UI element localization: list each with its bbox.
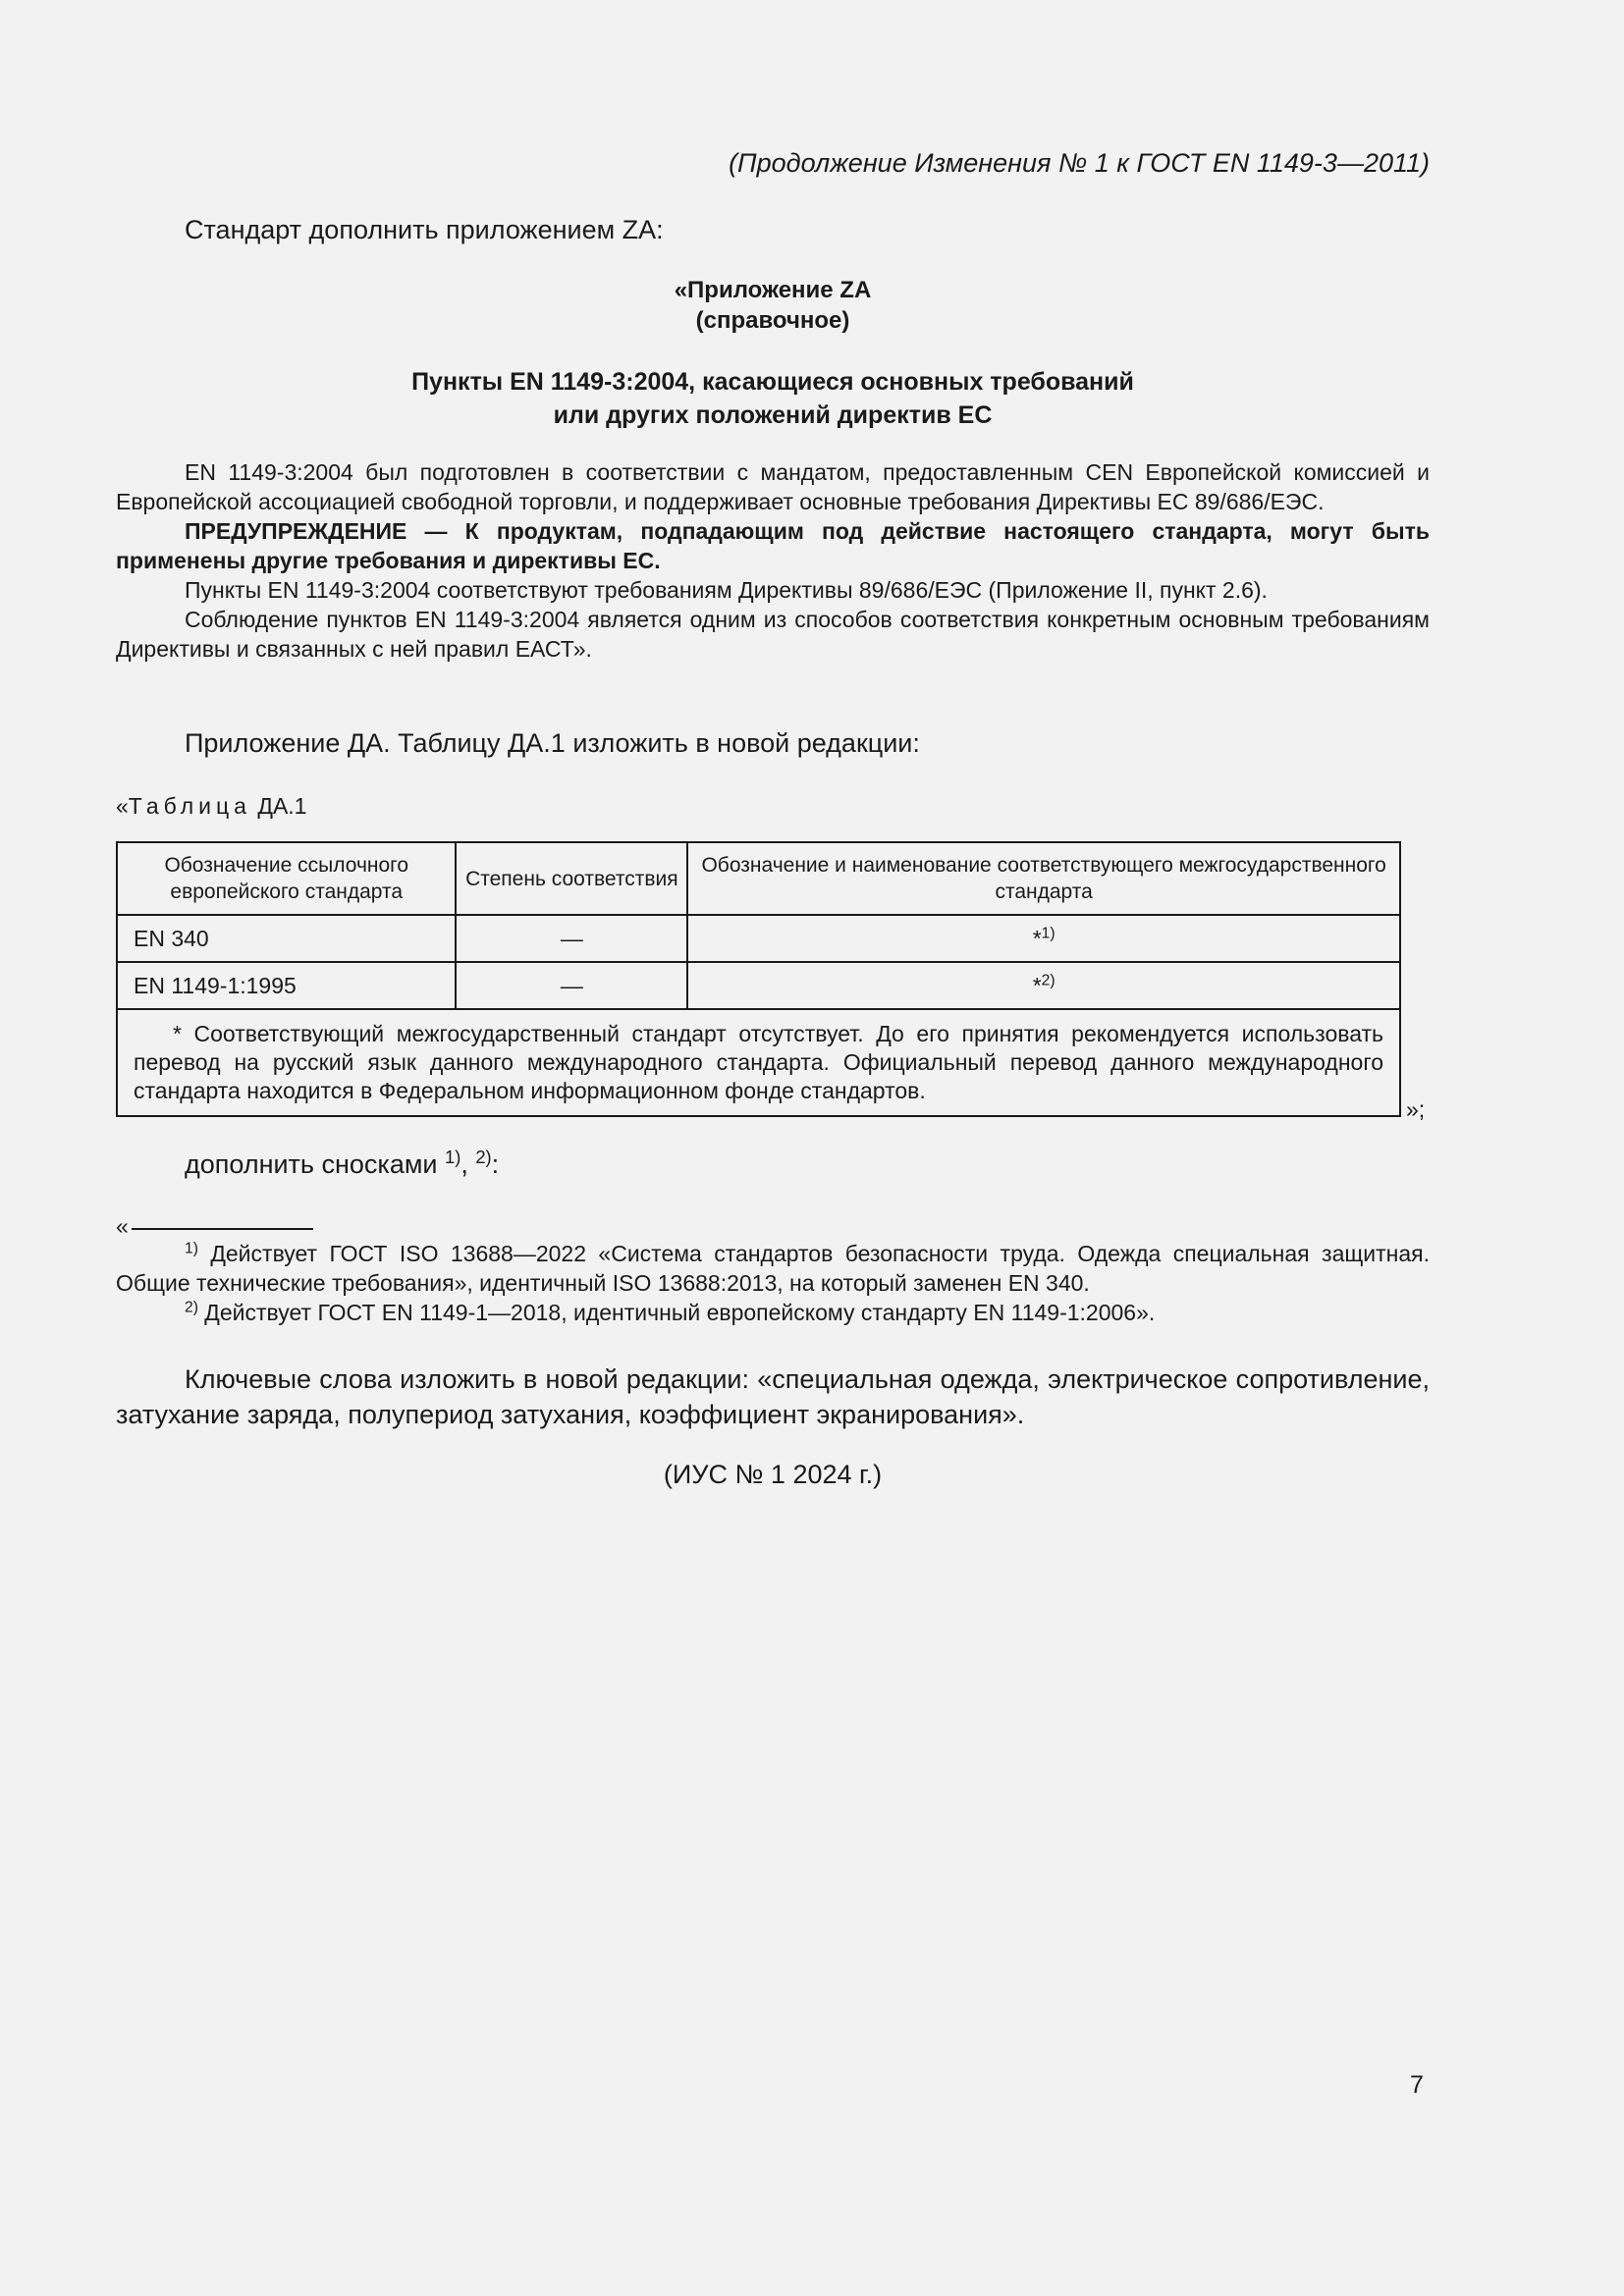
keywords-text: Ключевые слова изложить в новой редакции: «специальная одежда, электрическое сопротивление, затухание заряда, полупериод затухания, коэффициент экранирования». bbox=[116, 1364, 1430, 1429]
asterisk-mark: * bbox=[1032, 925, 1042, 951]
table-caption bbox=[116, 791, 306, 821]
cell-ref: EN 340 bbox=[117, 915, 456, 962]
ius-reference: (ИУС № 1 2024 г.) bbox=[663, 1460, 883, 1489]
col-header-interstate: Обозначение и наименование соответствующего межгосударственного стандарта bbox=[687, 842, 1400, 915]
footnote-rule bbox=[132, 1228, 313, 1230]
table-caption-word: Таблица bbox=[128, 793, 251, 819]
cell-degree: — bbox=[456, 915, 687, 962]
footnotes bbox=[116, 1239, 1430, 1327]
table-header-row bbox=[117, 842, 1400, 915]
footnote-1-mark: 1) bbox=[185, 1240, 198, 1257]
annex-body bbox=[116, 457, 1430, 664]
page-number: 7 bbox=[1410, 2071, 1424, 2099]
cell-interstate bbox=[687, 962, 1400, 1009]
footnote-2 bbox=[116, 1298, 1430, 1327]
annex-paragraph: Соблюдение пунктов EN 1149-3:2004 является одним из способов соответствия конкретным основным требованиям Директивы и связанных с ней правил ЕАСТ». bbox=[116, 607, 1430, 662]
intro-line: Стандарт дополнить приложением ZA: bbox=[185, 215, 664, 244]
keywords bbox=[116, 1362, 1430, 1432]
annex-heading-line2: (справочное) bbox=[695, 307, 850, 334]
footnote-intro-end: : bbox=[491, 1149, 500, 1179]
footnote-intro-sup1: 1) bbox=[445, 1146, 461, 1167]
asterisk-mark: * bbox=[1032, 972, 1042, 998]
footnote-1-text: Действует ГОСТ ISO 13688—2022 «Система стандартов безопасности труда. Одежда специальная защитная. Общие технические требования», идентичный ISO 13688:2013, на который заменен EN 340. bbox=[116, 1241, 1430, 1296]
table-note-row bbox=[117, 1009, 1400, 1116]
annex-warning: ПРЕДУПРЕЖДЕНИЕ — К продуктам, подпадающим под действие настоящего стандарта, могут быть применены другие требования и директивы ЕС. bbox=[116, 518, 1430, 573]
footnote-2-mark: 2) bbox=[185, 1299, 198, 1316]
footnote-open-quote: « bbox=[116, 1213, 129, 1239]
cell-ref: EN 1149-1:1995 bbox=[117, 962, 456, 1009]
table-row bbox=[117, 915, 1400, 962]
table-note: * Соответствующий межгосударственный стандарт отсутствует. До его принятия рекомендуется использовать перевод на русский язык данного международного стандарта. Официальный перевод данного международного стандарта находится в Федеральном информационном фонде стандартов. bbox=[117, 1009, 1400, 1116]
footnote-intro-sup2: 2) bbox=[475, 1146, 492, 1167]
footnote-ref: 2) bbox=[1041, 971, 1056, 988]
table-row bbox=[117, 962, 1400, 1009]
annex-title-line2: или других положений директив ЕС bbox=[553, 401, 993, 429]
cell-degree: — bbox=[456, 962, 687, 1009]
footnote-ref: 1) bbox=[1041, 924, 1056, 941]
footnote-1 bbox=[116, 1239, 1430, 1298]
running-header: (Продолжение Изменения № 1 к ГОСТ EN 1149-3—2011) bbox=[729, 148, 1430, 178]
table-caption-open: « bbox=[116, 793, 129, 819]
annex-title bbox=[116, 365, 1430, 432]
table-da1 bbox=[116, 841, 1401, 1117]
col-header-ref: Обозначение ссылочного европейского стандарта bbox=[117, 842, 456, 915]
table-caption-id: ДА.1 bbox=[257, 793, 307, 819]
annex-heading-line1: «Приложение ZA bbox=[674, 277, 872, 303]
footnote-intro bbox=[185, 1147, 499, 1182]
cell-interstate bbox=[687, 915, 1400, 962]
col-header-degree: Степень соответствия bbox=[456, 842, 687, 915]
annex-heading bbox=[116, 275, 1430, 336]
footnote-intro-sep: , bbox=[460, 1149, 476, 1179]
table-intro: Приложение ДА. Таблицу ДА.1 изложить в новой редакции: bbox=[185, 728, 920, 758]
annex-paragraph: EN 1149-3:2004 был подготовлен в соответствии с мандатом, предоставленным CEN Европейской комиссией и Европейской ассоциацией свободной торговли, и поддерживает основные требования Директивы ЕС 89/686/ЕЭС. bbox=[116, 459, 1430, 514]
annex-paragraph: Пункты EN 1149-3:2004 соответствуют требованиям Директивы 89/686/ЕЭС (Приложение II, пункт 2.6). bbox=[185, 577, 1268, 603]
annex-title-line1: Пункты EN 1149-3:2004, касающиеся основных требований bbox=[411, 368, 1134, 396]
footnote-intro-text: дополнить сносками bbox=[185, 1149, 445, 1179]
table-close-quote: »; bbox=[1406, 1096, 1426, 1122]
footnote-2-text: Действует ГОСТ EN 1149-1—2018, идентичный европейскому стандарту EN 1149-1:2006». bbox=[197, 1300, 1156, 1325]
